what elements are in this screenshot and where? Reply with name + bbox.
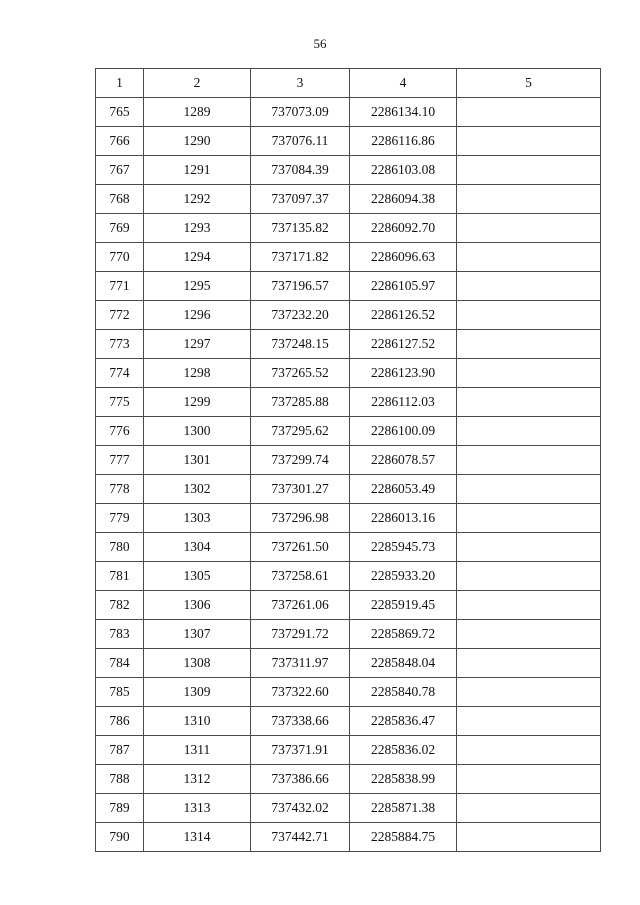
table-cell: 1294 [144, 243, 251, 272]
table-cell [457, 388, 601, 417]
table-cell: 779 [96, 504, 144, 533]
table-cell: 737299.74 [251, 446, 350, 475]
table-cell: 2285836.47 [350, 707, 457, 736]
table-row [96, 388, 601, 417]
table-cell: 1309 [144, 678, 251, 707]
table-cell: 1310 [144, 707, 251, 736]
table-cell [457, 678, 601, 707]
table-cell: 1291 [144, 156, 251, 185]
table-cell: 1306 [144, 591, 251, 620]
table-cell: 737232.20 [251, 301, 350, 330]
table-cell: 2286096.63 [350, 243, 457, 272]
table-cell [457, 446, 601, 475]
table-cell: 2285869.72 [350, 620, 457, 649]
table-row [96, 243, 601, 272]
table-row [96, 649, 601, 678]
table-row [96, 678, 601, 707]
table-row [96, 185, 601, 214]
table-cell: 775 [96, 388, 144, 417]
table-cell: 1314 [144, 823, 251, 852]
table-cell: 2285838.99 [350, 765, 457, 794]
table-cell: 777 [96, 446, 144, 475]
table-row [96, 301, 601, 330]
table-row [96, 765, 601, 794]
table-cell: 1311 [144, 736, 251, 765]
table-cell: 770 [96, 243, 144, 272]
table-cell: 780 [96, 533, 144, 562]
table-cell: 2285945.73 [350, 533, 457, 562]
table-row [96, 446, 601, 475]
table-row [96, 127, 601, 156]
table-row [96, 823, 601, 852]
table-cell: 1297 [144, 330, 251, 359]
table-cell: 737076.11 [251, 127, 350, 156]
table-cell: 1298 [144, 359, 251, 388]
table-cell [457, 417, 601, 446]
table-row [96, 272, 601, 301]
table-cell: 737265.52 [251, 359, 350, 388]
table-cell: 1305 [144, 562, 251, 591]
table-cell: 737248.15 [251, 330, 350, 359]
table-cell: 2286078.57 [350, 446, 457, 475]
table-cell: 2286126.52 [350, 301, 457, 330]
table-row [96, 707, 601, 736]
table-row [96, 417, 601, 446]
table-cell: 737371.91 [251, 736, 350, 765]
table-cell: 1302 [144, 475, 251, 504]
table-cell: 737295.62 [251, 417, 350, 446]
table-cell [457, 98, 601, 127]
table-cell: 783 [96, 620, 144, 649]
column-header: 4 [350, 69, 457, 98]
table-cell: 2286053.49 [350, 475, 457, 504]
table-cell: 737073.09 [251, 98, 350, 127]
table-cell: 788 [96, 765, 144, 794]
table-cell [457, 736, 601, 765]
table-cell: 737261.06 [251, 591, 350, 620]
table-cell [457, 475, 601, 504]
table-cell: 781 [96, 562, 144, 591]
table-cell [457, 533, 601, 562]
table-cell: 1289 [144, 98, 251, 127]
table-cell: 737285.88 [251, 388, 350, 417]
table-cell: 737291.72 [251, 620, 350, 649]
table-cell: 2285840.78 [350, 678, 457, 707]
table-row [96, 533, 601, 562]
table-cell: 769 [96, 214, 144, 243]
table-header-row [96, 69, 601, 98]
table-row [96, 736, 601, 765]
table-cell: 2286112.03 [350, 388, 457, 417]
column-header: 3 [251, 69, 350, 98]
table-cell [457, 272, 601, 301]
table-cell: 768 [96, 185, 144, 214]
table-cell: 1308 [144, 649, 251, 678]
table-cell: 737196.57 [251, 272, 350, 301]
table-cell: 778 [96, 475, 144, 504]
table-body [96, 98, 601, 852]
table-cell: 1312 [144, 765, 251, 794]
table-cell: 772 [96, 301, 144, 330]
table-cell: 789 [96, 794, 144, 823]
table-cell: 737296.98 [251, 504, 350, 533]
table-cell: 2285919.45 [350, 591, 457, 620]
table-cell: 771 [96, 272, 144, 301]
table-cell [457, 301, 601, 330]
table-cell [457, 156, 601, 185]
table-cell: 737386.66 [251, 765, 350, 794]
table-cell: 773 [96, 330, 144, 359]
table-cell: 737338.66 [251, 707, 350, 736]
table-row [96, 475, 601, 504]
table-row [96, 504, 601, 533]
table-cell: 737432.02 [251, 794, 350, 823]
table-row [96, 620, 601, 649]
table-cell: 737311.97 [251, 649, 350, 678]
table-cell: 1300 [144, 417, 251, 446]
table-row [96, 214, 601, 243]
table-cell: 776 [96, 417, 144, 446]
table-cell [457, 243, 601, 272]
table-cell: 2286105.97 [350, 272, 457, 301]
table-cell: 2286092.70 [350, 214, 457, 243]
column-header: 5 [457, 69, 601, 98]
table-row [96, 562, 601, 591]
table-cell [457, 214, 601, 243]
table-cell: 1296 [144, 301, 251, 330]
table-cell [457, 330, 601, 359]
table-cell: 2286094.38 [350, 185, 457, 214]
table-cell: 2286013.16 [350, 504, 457, 533]
table-cell: 787 [96, 736, 144, 765]
column-header: 2 [144, 69, 251, 98]
table-cell [457, 765, 601, 794]
table-cell [457, 127, 601, 156]
table-cell: 1303 [144, 504, 251, 533]
table-cell: 1299 [144, 388, 251, 417]
table-cell: 2286100.09 [350, 417, 457, 446]
table-cell: 737135.82 [251, 214, 350, 243]
table-cell: 2286134.10 [350, 98, 457, 127]
table-row [96, 794, 601, 823]
table-cell: 737301.27 [251, 475, 350, 504]
table-cell: 2285884.75 [350, 823, 457, 852]
table-cell: 767 [96, 156, 144, 185]
table-cell: 737171.82 [251, 243, 350, 272]
table-cell: 766 [96, 127, 144, 156]
table-cell: 1304 [144, 533, 251, 562]
table-cell [457, 649, 601, 678]
table-cell: 1292 [144, 185, 251, 214]
table-cell [457, 620, 601, 649]
table-cell: 782 [96, 591, 144, 620]
table-row [96, 330, 601, 359]
table-cell: 790 [96, 823, 144, 852]
table-row [96, 98, 601, 127]
table-cell [457, 707, 601, 736]
table-cell: 1307 [144, 620, 251, 649]
table-cell: 786 [96, 707, 144, 736]
table-cell: 784 [96, 649, 144, 678]
table-row [96, 591, 601, 620]
table-cell: 737322.60 [251, 678, 350, 707]
table-cell [457, 185, 601, 214]
table-cell: 2286103.08 [350, 156, 457, 185]
table-cell [457, 359, 601, 388]
table-cell: 2285933.20 [350, 562, 457, 591]
table-cell: 737097.37 [251, 185, 350, 214]
table-cell: 785 [96, 678, 144, 707]
table-cell: 737084.39 [251, 156, 350, 185]
table-cell: 2285836.02 [350, 736, 457, 765]
table-cell: 1290 [144, 127, 251, 156]
table-cell: 1295 [144, 272, 251, 301]
table-cell: 2286116.86 [350, 127, 457, 156]
table-cell [457, 823, 601, 852]
table-cell: 765 [96, 98, 144, 127]
table-cell: 1293 [144, 214, 251, 243]
table-cell: 737258.61 [251, 562, 350, 591]
table-cell [457, 562, 601, 591]
table-cell: 1301 [144, 446, 251, 475]
table-row [96, 359, 601, 388]
column-header: 1 [96, 69, 144, 98]
table-cell [457, 504, 601, 533]
table-cell: 2285871.38 [350, 794, 457, 823]
table-cell: 737442.71 [251, 823, 350, 852]
table-cell [457, 591, 601, 620]
table-cell: 737261.50 [251, 533, 350, 562]
page-number: 56 [313, 36, 327, 51]
table-cell [457, 794, 601, 823]
table-cell: 2286127.52 [350, 330, 457, 359]
table-cell: 2285848.04 [350, 649, 457, 678]
table-row [96, 156, 601, 185]
table-cell: 1313 [144, 794, 251, 823]
table-cell: 2286123.90 [350, 359, 457, 388]
table-cell: 774 [96, 359, 144, 388]
coordinates-table [95, 68, 601, 852]
